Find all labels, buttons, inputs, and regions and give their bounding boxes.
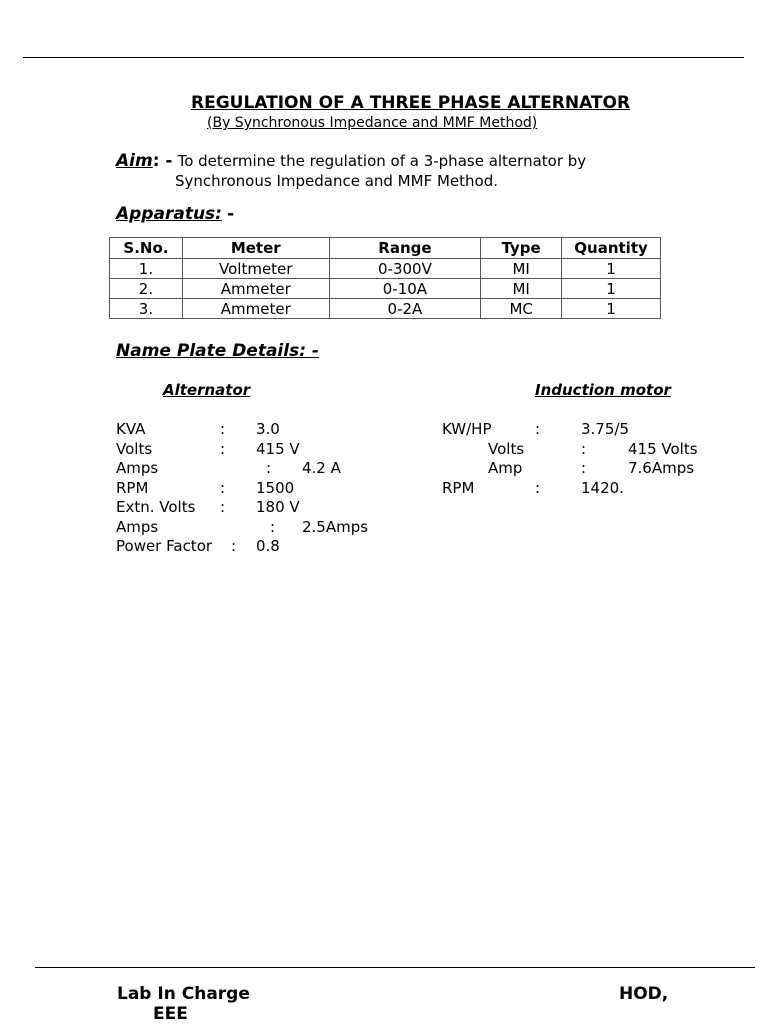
cell-sno: 2. bbox=[110, 279, 183, 299]
apparatus-label: Apparatus: bbox=[116, 204, 222, 224]
cell-quantity: 1 bbox=[562, 259, 661, 279]
aim-text-line1: To determine the regulation of a 3-phase alternator by bbox=[177, 152, 587, 170]
footer-rule bbox=[35, 967, 755, 968]
motor-key: Volts bbox=[488, 440, 525, 458]
cell-quantity: 1 bbox=[562, 299, 661, 319]
cell-meter: Voltmeter bbox=[182, 259, 329, 279]
apparatus-heading bbox=[116, 204, 234, 224]
alt-key: RPM bbox=[116, 479, 149, 497]
motor-sep: : bbox=[535, 420, 541, 438]
alt-value: 415 V bbox=[256, 440, 300, 458]
motor-key: RPM bbox=[442, 479, 475, 497]
alt-value: 180 V bbox=[256, 498, 300, 516]
col-header-range: Range bbox=[329, 238, 481, 259]
alt-key: KVA bbox=[116, 420, 146, 438]
cell-sno: 1. bbox=[110, 259, 183, 279]
alt-value: 3.0 bbox=[256, 420, 280, 438]
motor-value: 1420. bbox=[581, 479, 624, 497]
table-header-row bbox=[110, 238, 661, 259]
motor-key: KW/HP bbox=[442, 420, 492, 438]
cell-type: MC bbox=[481, 299, 562, 319]
motor-value: 3.75/5 bbox=[581, 420, 629, 438]
alt-sep: : bbox=[220, 479, 226, 497]
alt-sep: : bbox=[220, 420, 226, 438]
motor-sep: : bbox=[581, 440, 587, 458]
cell-type: MI bbox=[481, 279, 562, 299]
alt-key: Amps bbox=[116, 518, 159, 536]
motor-sep: : bbox=[581, 459, 587, 477]
cell-meter: Ammeter bbox=[182, 279, 329, 299]
top-rule bbox=[23, 57, 744, 58]
col-header-quantity: Quantity bbox=[562, 238, 661, 259]
table-row bbox=[110, 299, 661, 319]
alternator-heading: Alternator bbox=[163, 381, 251, 399]
alt-sep: : bbox=[220, 498, 226, 516]
aim-text-line2: Synchronous Impedance and MMF Method. bbox=[175, 172, 498, 190]
alt-value: 1500 bbox=[256, 479, 295, 497]
col-header-sno: S.No. bbox=[110, 238, 183, 259]
page-subtitle: (By Synchronous Impedance and MMF Method) bbox=[207, 115, 538, 131]
alt-value: 2.5Amps bbox=[302, 518, 369, 536]
hod-label: HOD, bbox=[619, 984, 669, 1004]
page-title: REGULATION OF A THREE PHASE ALTERNATOR bbox=[191, 93, 631, 113]
name-plate-heading: Name Plate Details: - bbox=[116, 341, 319, 361]
apparatus-suffix: - bbox=[227, 204, 235, 224]
aim-section bbox=[116, 151, 586, 171]
motor-value: 415 Volts bbox=[628, 440, 698, 458]
cell-range: 0-300V bbox=[329, 259, 481, 279]
alt-key: Extn. Volts bbox=[116, 498, 196, 516]
cell-quantity: 1 bbox=[562, 279, 661, 299]
apparatus-table bbox=[109, 237, 661, 319]
alt-value: 0.8 bbox=[256, 537, 280, 555]
alt-key: Power Factor bbox=[116, 537, 213, 555]
cell-meter: Ammeter bbox=[182, 299, 329, 319]
alt-value: 4.2 A bbox=[302, 459, 341, 477]
induction-motor-heading: Induction motor bbox=[535, 381, 671, 399]
motor-value: 7.6Amps bbox=[628, 459, 695, 477]
table-row bbox=[110, 279, 661, 299]
alt-sep: : bbox=[231, 537, 237, 555]
aim-separator: : - bbox=[152, 151, 173, 171]
alt-sep: : bbox=[220, 440, 226, 458]
col-header-type: Type bbox=[481, 238, 562, 259]
department-label: EEE bbox=[153, 1004, 188, 1024]
motor-key: Amp bbox=[488, 459, 523, 477]
cell-range: 0-2A bbox=[329, 299, 481, 319]
col-header-meter: Meter bbox=[182, 238, 329, 259]
cell-sno: 3. bbox=[110, 299, 183, 319]
cell-type: MI bbox=[481, 259, 562, 279]
lab-in-charge-label: Lab In Charge bbox=[117, 984, 250, 1004]
cell-range: 0-10A bbox=[329, 279, 481, 299]
table-row bbox=[110, 259, 661, 279]
alt-sep: : bbox=[270, 518, 276, 536]
alt-key: Volts bbox=[116, 440, 153, 458]
alt-key: Amps bbox=[116, 459, 159, 477]
aim-label: Aim bbox=[116, 151, 153, 171]
motor-sep: : bbox=[535, 479, 541, 497]
alt-sep: : bbox=[266, 459, 272, 477]
